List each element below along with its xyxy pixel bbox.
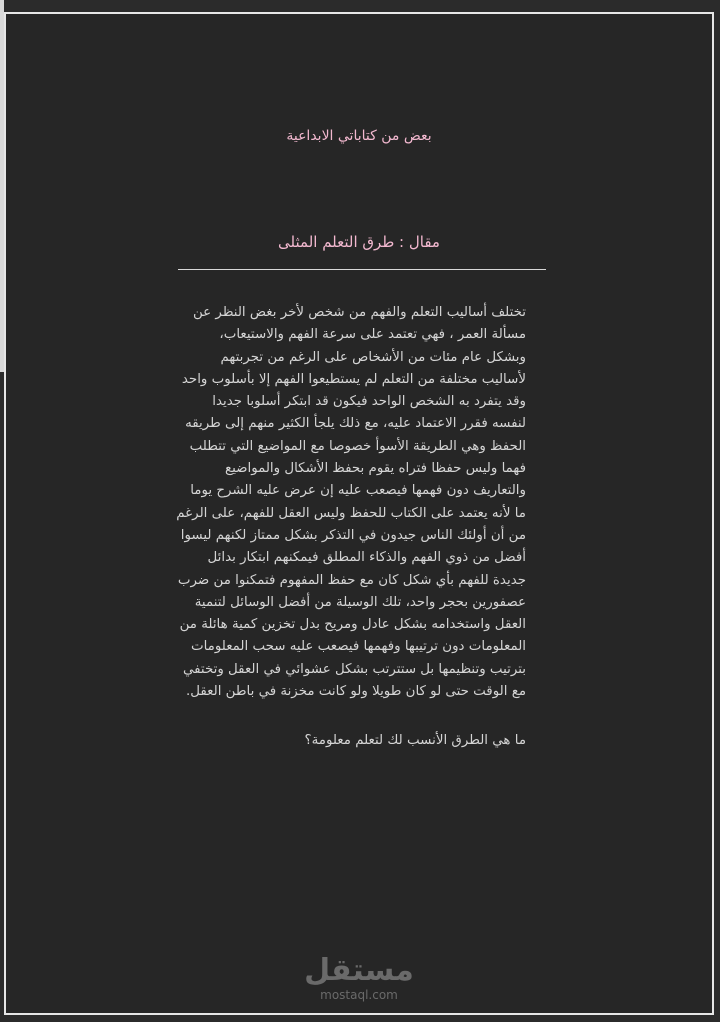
article-body: تختلف أساليب التعلم والفهم من شخص لأخر بغض النظر عن مسألة العمر ، فهي تعتمد على سرعة الفهم والاستيعاب، وبشكل عام مئات من الأشخاص على الرغم من تجربتهم لأساليب مختلفة من التعلم لم يستطيعوا الفهم إلا بأسلوب واحد وقد يتفرد به الشخص الواحد فيكون قد ابتكر أسلوبا جديدا لنفسه فقرر الاعتماد عليه، مع ذلك يلجأ الكثير منهم إلى طريقه الحفظ وهي الطريقة الأسوأ خصوصا مع المواضيع التي تتطلب فهما وليس حفظا فتراه يقوم بحفظ الأشكال والمواضيع والتعاريف دون فهمها فيصعب عليه إن عرض عليه الشرح يوما ما لأنه يعتمد على الكتاب للحفظ وليس العقل للفهم، على الرغم من أن أولئك الناس جيدون في التذكر بشكل ممتاز لكنهم ليسوا أفضل من ذوي الفهم والذكاء المطلق فيمكنهم ابتكار بدائل جديدة للفهم بأي شكل كان مع حفظ المفهوم فتمكنوا من ضرب عصفورين بحجر واحد، تلك الوسيلة من أفضل الوسائل لتنمية العقل واستخدامه بشكل عادل ومريح بدل تخزين كمية هائلة من المعلومات دون ترتيبها وفهمها فيصعب عليه سحب المعلومات بترتيب وتنظيمها بل ستترتب بشكل عشوائي في العقل وتختفي مع الوقت حتى لو كان طويلا ولو كانت مخزنة في باطن العقل. <box>176 305 526 700</box>
title-divider <box>178 269 546 270</box>
watermark-latin: mostaql.com <box>320 988 398 1002</box>
left-edge-strip <box>0 0 4 372</box>
document-heading: بعض من كتاباتي الابداعية <box>286 128 432 144</box>
document-page <box>4 12 714 1015</box>
article-question: ما هي الطرق الأنسب لك لتعلم معلومة؟ <box>304 733 526 748</box>
watermark-arabic: مستقل <box>304 953 414 988</box>
article-title: مقال : طرق التعلم المثلى <box>278 233 440 251</box>
mostaql-watermark <box>6 954 712 1002</box>
